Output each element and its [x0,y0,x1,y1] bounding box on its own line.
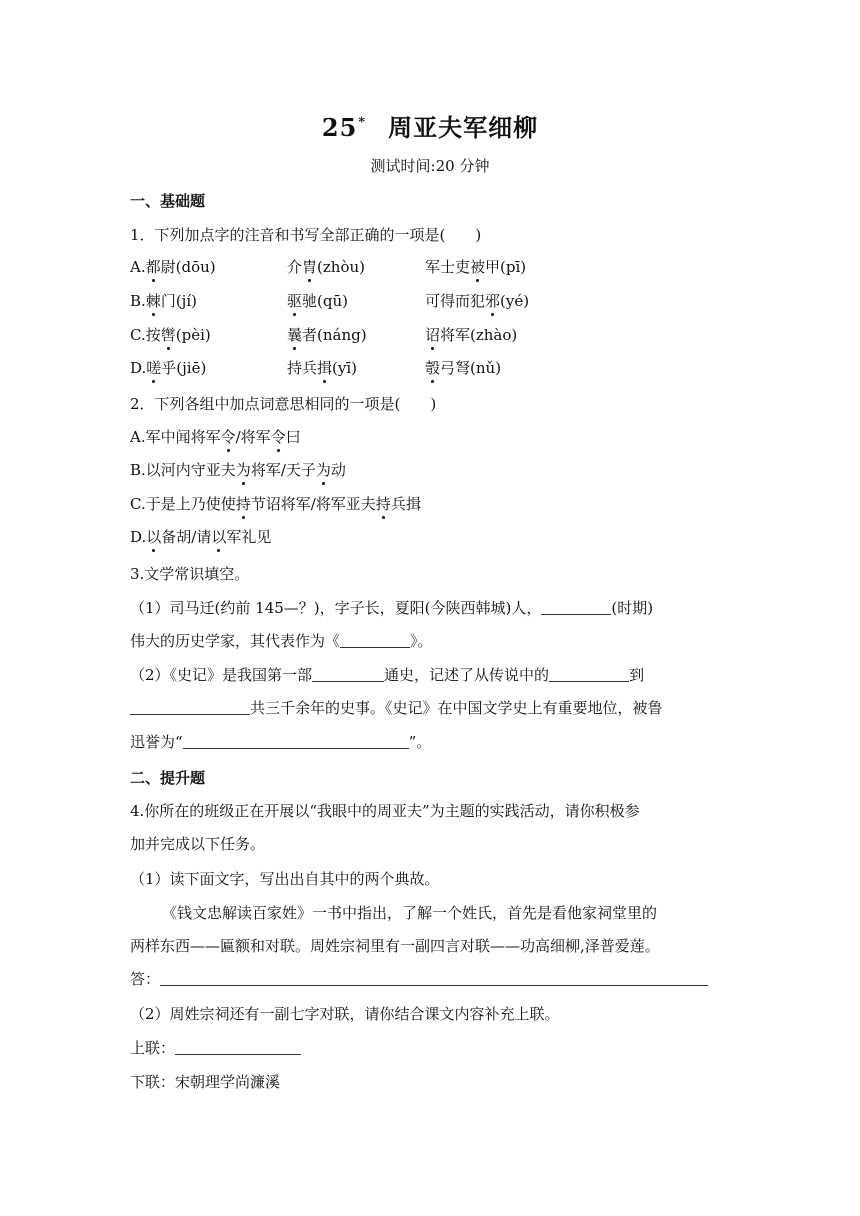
dotted-char: 诏 [425,326,441,344]
dotted-char: 胄 [302,258,318,276]
dotted-char: 揖 [317,359,333,377]
q3-part1-line1: （1）司马迁(约前 145—？)，字子长，夏阳(今陕西韩城)人， (时期) [130,599,654,617]
q3-part1-line2: 伟大的历史学家，其代表作为《 》。 [130,632,433,650]
answer-blank[interactable] [183,734,409,749]
answer-blank[interactable] [541,600,611,615]
dotted-char: 辔 [160,326,176,344]
q4-stem-line2: 加并完成以下任务。 [130,835,266,853]
dotted-char: 被 [470,258,486,276]
q2-option-a: A.军中闻将军令/将军令曰 [130,428,301,446]
dotted-char: 令 [220,428,236,446]
q3-part2-line2: 共三千余年的史事。《史记》在中国文学史上有重要地位，被鲁 [130,697,663,718]
q3-part2-line3: 迅誉为“ ”。 [130,733,432,751]
section-advanced-heading: 二、提升题 [130,769,206,787]
answer-blank[interactable] [549,667,629,682]
q4-answer-line: 答： [130,968,708,989]
q4-stem-line1: 4.你所在的班级正在开展以“我眼中的周亚夫”为主题的实践活动，请你积极参 [130,802,640,820]
answer-blank[interactable] [312,667,384,682]
star-mark: * [358,115,367,130]
dotted-char: 驱 [287,292,303,310]
page-title [0,108,860,143]
dotted-char: 彀 [425,359,441,377]
lesson-title: 周亚夫军细柳 [388,113,539,142]
answer-blank[interactable] [160,971,708,986]
dotted-char: 以 [211,528,227,546]
dotted-char: 为 [315,461,331,479]
q1-stem: 1．下列加点字的注音和书写全部正确的一项是( ) [130,226,482,244]
q4-passage-line1: 《钱文忠解读百家姓》一书中指出，了解一个姓氏，首先是看他家祠堂里的 [162,904,658,922]
dotted-char: 都 [145,258,161,276]
dotted-char: 为 [235,461,251,479]
lower-couplet-line: 下联：宋朝理学尚濂溪 [130,1073,281,1091]
answer-blank[interactable] [340,633,410,648]
q2-option-c: C.于是上乃使使持节诏将军/将军亚夫持兵揖 [130,495,421,513]
upper-couplet-line: 上联： [130,1037,301,1058]
dotted-char: 以 [146,528,162,546]
worksheet-page: 25* 周亚夫军细柳 测试时间:20 分钟 一、基础题 1．下列加点字的注音和书写全部正确的一项是( ) A.都尉(dōu) 介胄(zhòu) 军士吏被甲(pī) B.棘门(jí) 驱驰(qū) 可得而犯邪(yé) C.按辔(pèi) 曩者(náng) 诏将军(zhào) D.嗟乎(jiē) 持兵揖(yī) 彀弓弩(nǔ) 2．下列各组中加点词意思相同的一项是( ) A.军中闻将军令/将军令曰 B.以河内守亚夫为将军/天子为动 C.于是上乃使使持节诏将军/将军亚夫持兵揖 D.以备胡/请以军礼见 3.文学常识填空。 （1）司马迁(约前 145—？)，字子长，夏阳(今陕西韩城)人， (时期) 伟大的历史学家，其代表作为《 》。 （2）《史记》是我国第一部 通史，记述了从传说中的 到 共三千余年的史事。《史记》在中国文学史上有重要地位，被鲁 迅誉为“ ”。 二、提升题 4.你所在的班级正在开展以“我眼中的周亚夫”为主题的实践活动，请你积极参 加并完成以下任务。 （1）读下面文字，写出出自其中的两个典故。 《钱文忠解读百家姓》一书中指出，了解一个姓氏，首先是看他家祠堂里的 两样东西——匾额和对联。周姓宗祠里有一副四言对联——功高细柳,泽普爱莲。 答： （2）周姓宗祠还有一副七字对联，请你结合课文内容补充上联。 上联： 下联：宋朝理学尚濂溪 [0,0,860,1216]
dotted-char: 曩 [287,326,303,344]
section-basic-heading: 一、基础题 [130,192,206,210]
dotted-char: 持 [235,495,251,513]
dotted-char: 嗟 [146,359,162,377]
q4-sub1: （1）读下面文字，写出出自其中的两个典故。 [130,870,440,888]
answer-blank[interactable] [175,1040,301,1055]
q3-part2-line1: （2）《史记》是我国第一部 通史，记述了从传说中的 到 [130,666,645,684]
q4-sub2: （2）周姓宗祠还有一副七字对联，请你结合课文内容补充上联。 [130,1005,560,1023]
q2-option-d: D.以备胡/请以军礼见 [130,528,272,546]
q4-passage-line2: 两样东西——匾额和对联。周姓宗祠里有一副四言对联——功高细柳,泽普爱莲。 [130,937,660,955]
answer-blank[interactable] [130,700,250,715]
q2-option-b: B.以河内守亚夫为将军/天子为动 [130,461,346,479]
dotted-char: 令 [270,428,286,446]
dotted-char: 邪 [485,292,501,310]
dotted-char: 持 [375,495,391,513]
q2-stem: 2．下列各组中加点词意思相同的一项是( ) [130,395,437,413]
dotted-char: 棘 [145,292,161,310]
test-time: 测试时间:20 分钟 [370,157,490,175]
lesson-number: 25 [321,113,358,142]
q3-stem: 3.文学常识填空。 [130,565,250,583]
